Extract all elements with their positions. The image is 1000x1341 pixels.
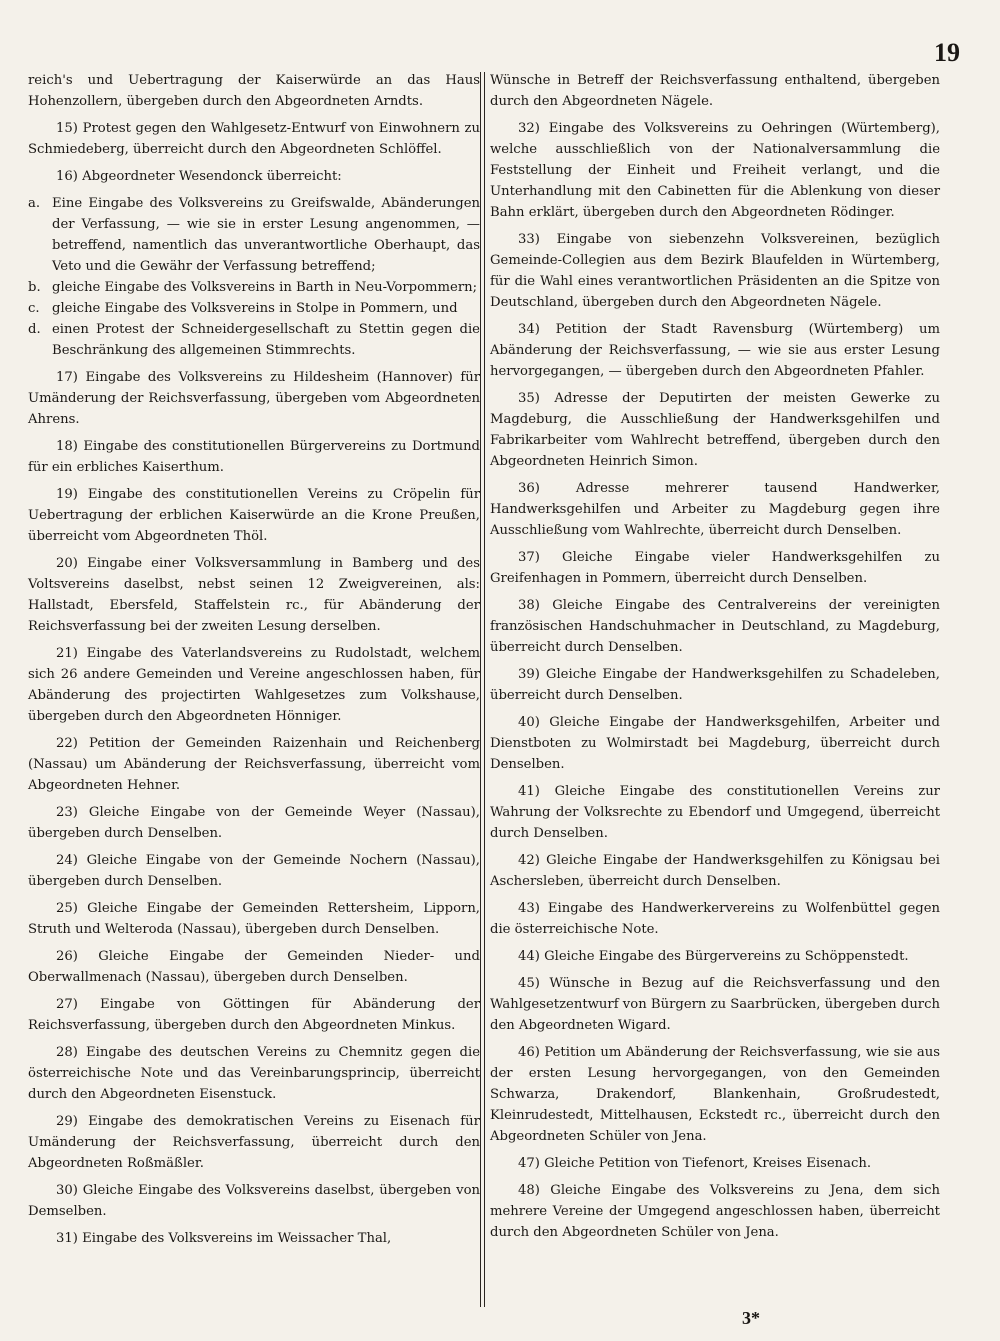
petition-entry: 43) Eingabe des Handwerkervereins zu Wolfenbüttel gegen die österreichische Note. <box>490 901 940 937</box>
right-entries <box>490 118 940 1243</box>
petition-entry: 18) Eingabe des constitutionellen Bürgervereins zu Dortmund für ein erbliches Kaiserthum. <box>28 439 480 475</box>
petition-entry: 39) Gleiche Eingabe der Handwerksgehilfen zu Schadeleben, überreicht durch Denselben. <box>490 667 940 703</box>
sublist-letter: a. <box>28 196 41 211</box>
petition-entry: 37) Gleiche Eingabe vieler Handwerksgehilfen zu Greifenhagen in Pommern, überreicht durch Denselben. <box>490 550 940 586</box>
sublist-text: gleiche Eingabe des Volksvereins in Stolpe in Pommern, und <box>52 301 458 316</box>
petition-entry: 46) Petition um Abänderung der Reichsverfassung, wie sie aus der ersten Lesung hervorgegangen, von den Gemeinden Schwarza, Drakendorf, Blankenhain, Großrudestedt, Kleinrudestedt, Mittelhausen, Eckstedt rc., überreicht durch den Abgeordneten Schüler von Jena. <box>490 1045 940 1144</box>
petition-entry: 30) Gleiche Eingabe des Volksvereins daselbst, übergeben von Demselben. <box>28 1183 480 1219</box>
petition-entry: 34) Petition der Stadt Ravensburg (Würtemberg) um Abänderung der Reichsverfassung, — wie sie aus erster Lesung hervorgegangen, — übergeben durch den Abgeordneten Pfahler. <box>490 322 940 379</box>
petition-entry: 36) Adresse mehrerer tausend Handwerker, Handwerksgehilfen und Arbeiter zu Magdeburg gegen ihre Ausschließung vom Wahlrechte, überreicht durch Denselben. <box>490 481 940 538</box>
petition-entry: 22) Petition der Gemeinden Raizenhain und Reichenberg (Nassau) um Abänderung der Reichsverfassung, überreicht vom Abgeordneten Hehner. <box>28 736 480 793</box>
petition-entry: 40) Gleiche Eingabe der Handwerksgehilfen, Arbeiter und Dienstboten zu Wolmirstadt bei Magdeburg, überreicht durch Denselben. <box>490 715 940 772</box>
left-column <box>28 70 480 1255</box>
sublist <box>28 193 480 361</box>
petition-entry: 41) Gleiche Eingabe des constitutionellen Vereins zur Wahrung der Volksrechte zu Ebendorf und Umgegend, überreicht durch Denselben. <box>490 784 940 841</box>
petition-entry: 21) Eingabe des Vaterlandsvereins zu Rudolstadt, welchem sich 26 andere Gemeinden und Vereine angeschlossen haben, für Abänderung des projectirten Wahlgesetzes zum Volkshause, übergeben durch den Abgeordneten Hönniger. <box>28 646 480 724</box>
petition-entry: 15) Protest gegen den Wahlgesetz-Entwurf von Einwohnern zu Schmiedeberg, überreicht durch den Abgeordneten Schlöffel. <box>28 121 480 157</box>
left-entries-after <box>28 367 480 1249</box>
petition-entry: 31) Eingabe des Volksvereins im Weissacher Thal, <box>56 1231 392 1246</box>
petition-entry: 44) Gleiche Eingabe des Bürgervereins zu Schöppenstedt. <box>518 949 909 964</box>
petition-entry: 20) Eingabe einer Volksversammlung in Bamberg und des Voltsvereins daselbst, nebst seinen 12 Zweigvereinen, als: Hallstadt, Ebersfeld, Staffelstein rc., für Abänderung der Reichsverfassung bei der zweiten Lesung derselben. <box>28 556 480 634</box>
sublist-letter: c. <box>28 301 40 316</box>
petition-entry: 23) Gleiche Eingabe von der Gemeinde Weyer (Nassau), übergeben durch Denselben. <box>28 805 480 841</box>
sublist-item <box>28 319 480 361</box>
petition-entry: 19) Eingabe des constitutionellen Vereins zu Cröpelin für Uebertragung der erblichen Kaiserwürde an die Krone Preußen, überreicht vom Abgeordneten Thöl. <box>28 487 480 544</box>
printer-signature: 3* <box>742 1308 760 1328</box>
petition-entry: 16) Abgeordneter Wesendonck überreicht: <box>56 169 342 184</box>
petition-entry: 33) Eingabe von siebenzehn Volksvereinen, bezüglich Gemeinde-Collegien aus dem Bezirk Blaufelden in Würtemberg, für die Wahl eines verantwortlichen Präsidenten an die Spitze von Deutschland, übergeben durch den Abgeordneten Nägele. <box>490 232 940 310</box>
sublist-text: gleiche Eingabe des Volksvereins in Barth in Neu-Vorpommern; <box>52 280 478 295</box>
petition-entry: 35) Adresse der Deputirten der meisten Gewerke zu Magdeburg, die Ausschließung der Handwerksgehilfen und Fabrikarbeiter vom Wahlrecht betreffend, übergeben durch den Abgeordneten Heinrich Simon. <box>490 391 940 469</box>
petition-entry: 17) Eingabe des Volksvereins zu Hildesheim (Hannover) für Umänderung der Reichsverfassung, übergeben vom Abgeordneten Ahrens. <box>28 370 480 427</box>
petition-entry: 27) Eingabe von Göttingen für Abänderung der Reichsverfassung, übergeben durch den Abgeordneten Minkus. <box>28 997 480 1033</box>
left-lead-in: reich's und Uebertragung der Kaiserwürde an das Haus Hohenzollern, übergeben durch den Abgeordneten Arndts. <box>28 73 480 109</box>
right-column <box>490 70 940 1249</box>
petition-entry: 48) Gleiche Eingabe des Volksvereins zu Jena, dem sich mehrere Vereine der Umgegend angeschlossen haben, überreicht durch den Abgeordneten Schüler von Jena. <box>490 1183 940 1240</box>
sublist-item <box>28 277 480 298</box>
sublist-item <box>28 193 480 277</box>
page-number: 19 <box>934 38 960 67</box>
left-entries <box>28 118 480 187</box>
column-divider-line <box>484 72 485 1307</box>
petition-entry: 24) Gleiche Eingabe von der Gemeinde Nochern (Nassau), übergeben durch Denselben. <box>28 853 480 889</box>
sublist-letter: b. <box>28 280 41 295</box>
petition-entry: 25) Gleiche Eingabe der Gemeinden Rettersheim, Lipporn, Struth und Welteroda (Nassau), übergeben durch Denselben. <box>28 901 480 937</box>
petition-entry: 29) Eingabe des demokratischen Vereins zu Eisenach für Umänderung der Reichsverfassung, überreicht durch den Abgeordneten Roßmäßler. <box>28 1114 480 1171</box>
petition-entry: 28) Eingabe des deutschen Vereins zu Chemnitz gegen die österreichische Note und das Vereinbarungsprincip, überreicht durch den Abgeordneten Eisenstuck. <box>28 1045 480 1102</box>
petition-entry: 45) Wünsche in Bezug auf die Reichsverfassung und den Wahlgesetzentwurf von Bürgern zu Saarbrücken, übergeben durch den Abgeordneten Wigard. <box>490 976 940 1033</box>
sublist-item <box>28 298 480 319</box>
petition-entry: 32) Eingabe des Volksvereins zu Oehringen (Würtemberg), welche ausschließlich von der Nationalversammlung die Feststellung der Einheit und Freiheit verlangt, und die Unterhandlung mit den Cabinetten für die Ablenkung von dieser Bahn erklärt, übergeben durch den Abgeordneten Rödinger. <box>490 121 940 220</box>
petition-entry: 26) Gleiche Eingabe der Gemeinden Nieder- und Oberwallmenach (Nassau), übergeben durch Denselben. <box>28 949 480 985</box>
column-divider-line <box>480 72 481 1307</box>
sublist-letter: d. <box>28 322 41 337</box>
petition-entry: 47) Gleiche Petition von Tiefenort, Kreises Eisenach. <box>518 1156 872 1171</box>
petition-entry: 38) Gleiche Eingabe des Centralvereins der vereinigten französischen Handschuhmacher in Deutschland, zu Magdeburg, überreicht durch Denselben. <box>490 598 940 655</box>
petition-entry: 42) Gleiche Eingabe der Handwerksgehilfen zu Königsau bei Aschersleben, überreicht durch Denselben. <box>490 853 940 889</box>
sublist-text: einen Protest der Schneidergesellschaft zu Stettin gegen die Beschränkung des allgemeinen Stimmrechts. <box>52 322 480 358</box>
right-lead-in: Wünsche in Betreff der Reichsverfassung enthaltend, übergeben durch den Abgeordneten Nägele. <box>490 73 940 109</box>
sublist-text: Eine Eingabe des Volksvereins zu Greifswalde, Abänderungen der Verfassung, — wie sie in erster Lesung angenommen, — betreffend, namentlich das unverantwortliche Oberhaupt, das Veto und die Gewähr der Verfassung betreffend; <box>52 196 480 274</box>
